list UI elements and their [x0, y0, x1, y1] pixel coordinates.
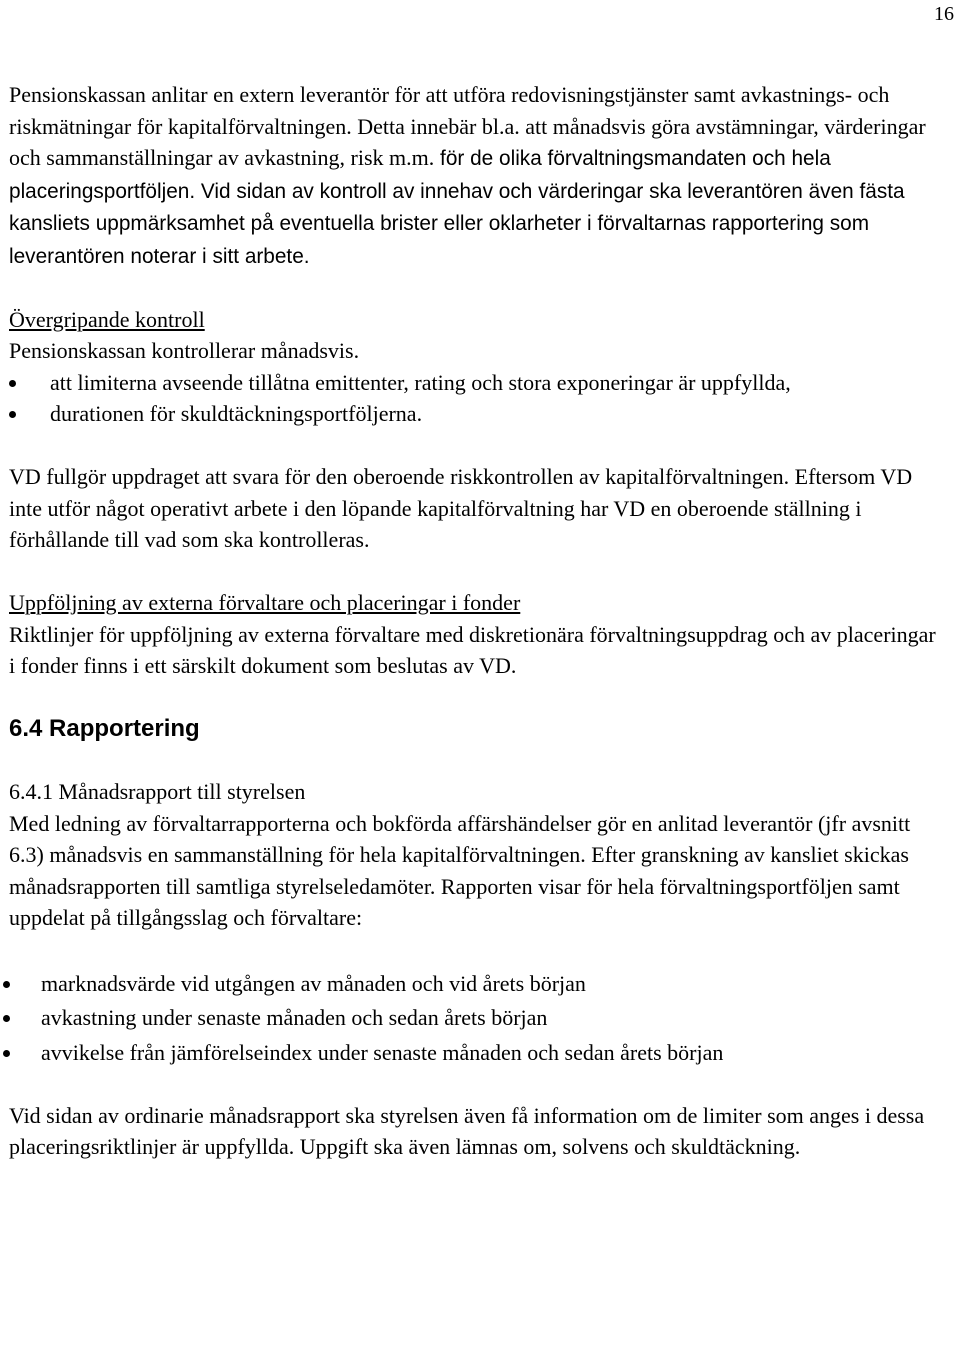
- paragraph-manadsrapport: Med ledning av förvaltarrapporterna och bokförda affärshändelser gör en anlitad leverantör (jfr avsnitt 6.3) månadsvis en sammanställning för hela kapitalförvaltningen. Efter granskning av kansliet skickas månadsrapporten till samtliga styrelseledamöter. Rapporten visar för hela förvaltningsportföljen samt uppdelat på tillgångsslag och förvaltare:: [9, 810, 911, 930]
- paragraph-limiter: Vid sidan av ordinarie månadsrapport ska styrelsen även få information om de limiter som anges i dessa placeringsriktlinjer är uppfyllda. Uppgift ska även lämnas om, solvens och skuldtäckning.: [9, 1102, 925, 1159]
- control-list: [9, 367, 944, 430]
- report-contents-list: [9, 968, 944, 1069]
- bullet-icon: [9, 380, 16, 387]
- list-item-text: att limiterna avseende tillåtna emittenter, rating och stora exponeringar är uppfyllda,: [50, 369, 791, 395]
- list-item-text: marknadsvärde vid utgången av månaden och vid årets början: [41, 970, 586, 996]
- page-number: 16: [934, 3, 954, 25]
- list-item: [9, 367, 944, 399]
- heading-manadsrapport: 6.4.1 Månadsrapport till styrelsen: [9, 779, 306, 804]
- bullet-icon: [3, 1050, 10, 1057]
- bullet-icon: [9, 411, 16, 418]
- section-title-rapportering: 6.4 Rapportering: [9, 715, 200, 742]
- list-item-text: avkastning under senaste månaden och sedan årets början: [41, 1005, 548, 1030]
- list-item-text: durationen för skuldtäckningsportföljerna.: [50, 401, 423, 426]
- paragraph-outsourcing-part1: Pensionskassan anlitar en extern leverantör för att utföra redovisningstjänster samt avkastnings- och riskmätningar för kapitalförvaltningen. Detta innebär bl.a. att månadsvis göra avstämningar, värderingar och sammanställningar av avkastning, risk m.m.: [9, 82, 926, 170]
- list-item: [9, 968, 944, 1000]
- paragraph-uppfoljning: Riktlinjer för uppföljning av externa förvaltare med diskretionära förvaltningsuppdrag och av placeringar i fonder finns i ett särskilt dokument som beslutas av VD.: [9, 621, 936, 678]
- list-item: [9, 1037, 944, 1069]
- paragraph-monthly-control: Pensionskassan kontrollerar månadsvis.: [9, 338, 360, 363]
- document-body: [9, 79, 944, 1163]
- list-item-text: avvikelse från jämförelseindex under senaste månaden och sedan årets början: [41, 1039, 724, 1065]
- list-item: [9, 398, 944, 430]
- paragraph-vd: VD fullgör uppdraget att svara för den oberoende riskkontrollen av kapitalförvaltningen. Eftersom VD inte utför något operativt arbete i den löpande kapitalförvaltning har VD en oberoende ställning i förhållande till vad som ska kontrolleras.: [9, 464, 913, 552]
- paragraph-outsourcing-part2: för de olika förvaltningsmandaten och hela placeringsportföljen. Vid sidan av kontroll av innehav och värderingar ska leverantören även fästa kansliets uppmärksamhet på eventuella brister eller oklarheter i förvaltarnas rapportering som leverantören noterar i sitt arbete.: [9, 147, 905, 268]
- bullet-icon: [3, 981, 10, 988]
- heading-uppfoljning: Uppföljning av externa förvaltare och placeringar i fonder: [9, 590, 521, 615]
- paragraph-outsourcing: [9, 79, 944, 272]
- list-item: [9, 1002, 944, 1034]
- heading-overgripande-kontroll: Övergripande kontroll: [9, 306, 205, 332]
- bullet-icon: [3, 1015, 10, 1022]
